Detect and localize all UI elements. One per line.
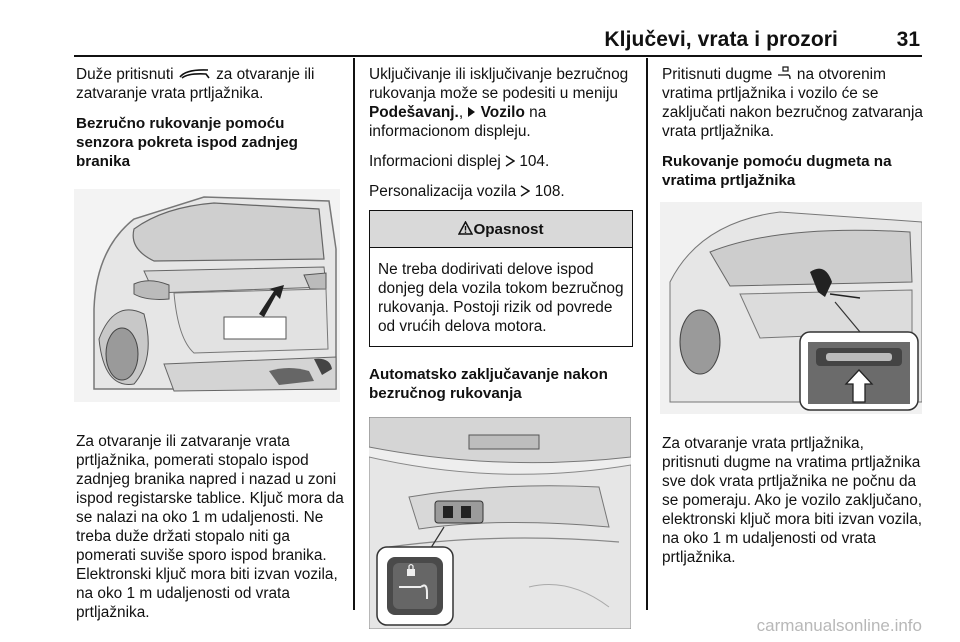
- warning-text: Ne treba dodirivati delove ispod donjeg dela vozila tokom bezručnog rukovanja. Postoji rizik od povrede od vrućih delova motora.: [378, 261, 624, 335]
- figure-tailgate-lock-button: [369, 417, 631, 629]
- warning-header: [370, 211, 632, 248]
- section-heading: Rukovanje pomoću dugmeta na vratima prtljažnika: [662, 153, 892, 189]
- column-3: [662, 65, 924, 578]
- text-span: Pritisnuti dugme: [662, 66, 773, 83]
- page-number: 31: [896, 28, 920, 51]
- paragraph-tailgate-button-instructions: Za otvaranje vrata prtljažnika, pritisnuti dugme na vratima prtljažnika sve dok vrata prtljažnika ne počnu da se pomeraju. Ako je vozilo zaključano, elektronski ključ mora biti izvan vozila, na oko 1 m udaljenosti od vrata prtljažnika.: [662, 435, 923, 566]
- text-span: Informacioni displej: [369, 153, 501, 170]
- page-reference-icon: [505, 155, 515, 167]
- column-divider-1: [353, 58, 355, 610]
- section-heading: Bezručno rukovanje pomoću senzora pokreta ispod zadnjeg branika: [76, 115, 298, 170]
- text-span: na informacionom displeju.: [369, 104, 547, 140]
- warning-triangle-icon: [458, 221, 473, 235]
- text-span: Uključivanje ili isključivanje bezručnog rukovanja može se podesiti u meniju: [369, 66, 629, 102]
- reference-personalization: [369, 182, 633, 201]
- paragraph-key-button: [76, 65, 344, 103]
- figure-tailgate-button: [660, 202, 922, 414]
- header-rule: [74, 55, 922, 57]
- text-span: 104.: [519, 153, 550, 170]
- figure-car-rear-foot-sensor: [74, 189, 340, 402]
- menu-label-vehicle: Vozilo: [480, 104, 525, 121]
- tailgate-key-icon: [178, 67, 212, 80]
- text-span: na otvorenim vratima prtljažnika i vozilo će se zaključati nakon bezručnog zatvaranja vrata prtljažnika.: [662, 66, 923, 140]
- page-reference-icon: [520, 185, 530, 197]
- warning-title: Opasnost: [473, 221, 544, 238]
- paragraph-foot-sensor-instructions: Za otvaranje ili zatvaranje vrata prtljažnika, pomerati stopalo ispod zadnjeg branika napred i nazad u zoni ispod registarske tablice. Ključ mora da se nalazi na oko 1 m udaljenosti. Ne treba duže držati stopalo niti ga pomerati suviše sporo ispod branika. Elektronski ključ mora biti izvan vozila, na oko 1 m udaljenosti od vrata prtljažnika.: [76, 433, 344, 621]
- text-span: Duže pritisnuti: [76, 66, 174, 83]
- warning-box: [369, 210, 633, 347]
- text-span: ,: [458, 104, 464, 121]
- watermark: carmanualsonline.info: [756, 616, 922, 635]
- page-header-title: Ključevi, vrata i prozori: [604, 28, 838, 51]
- paragraph-settings-menu: [369, 65, 633, 141]
- text-span: za otvaranje ili zatvaranje vrata prtljažnika.: [76, 66, 315, 102]
- menu-label-settings: Podešavanj.: [369, 104, 459, 121]
- lock-button-icon: [777, 66, 793, 80]
- text-span: 108.: [534, 183, 565, 200]
- column-2: [369, 65, 633, 629]
- section-heading: Automatsko zaključavanje nakon bezručnog rukovanja: [369, 366, 608, 402]
- column-divider-2: [646, 58, 648, 610]
- paragraph-lock-button: [662, 65, 924, 141]
- menu-arrow-icon: [467, 106, 476, 118]
- text-span: Personalizacija vozila: [369, 183, 517, 200]
- reference-info-display: [369, 152, 633, 171]
- column-1: [76, 65, 344, 633]
